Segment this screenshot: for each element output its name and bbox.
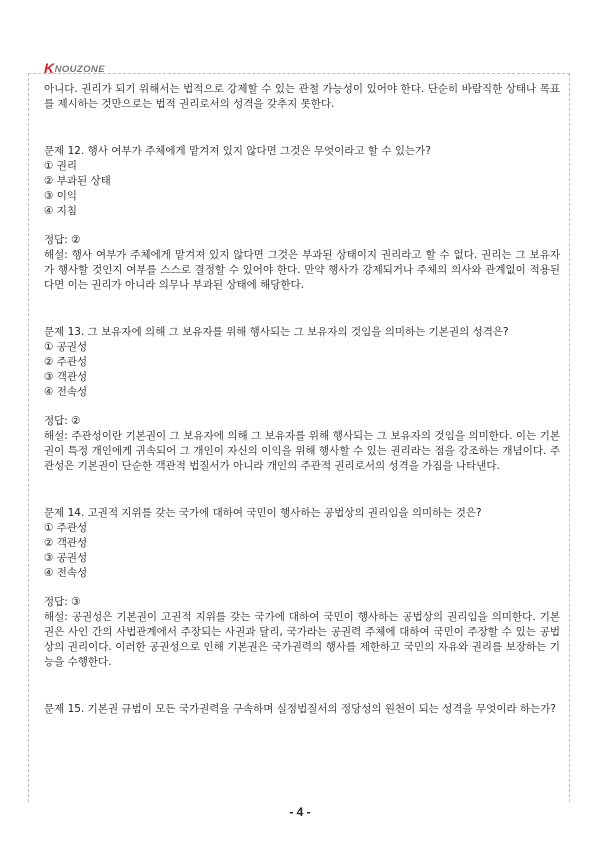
q12-option-2: ② 부과된 상태	[44, 175, 111, 187]
q13-option-2: ② 주관성	[44, 356, 88, 368]
logo-text: NOUZONE	[54, 64, 105, 75]
q12-option-3: ③ 이익	[44, 190, 78, 202]
intro-text: 아니다. 권리가 되기 위해서는 법적으로 강제할 수 있는 관철 가능성이 있어야 한다. 단순히 바람직한 상태나 목표를 제시하는 것만으로는 법적 권리로서의 성격을 갖추지 못한다.	[44, 83, 560, 110]
q14-option-3: ③ 공권성	[44, 552, 88, 564]
q14-explanation: 해설: 공권성은 기본권이 고권적 지위를 갖는 국가에 대하여 국민이 행사하는 공법상의 권리임을 의미한다. 기본권은 사인 간의 사법관계에서 주장되는 사권과 달리, 국가라는 공권력 주체에 대하여 국민이 주장할 수 있는 공법상의 권리이다. 이러한 공권성으로 인해 기본권은 국가권력의 행사를 제한하고 국민의 자유와 권리를 보장하는 기능을 수행한다.	[44, 611, 560, 668]
page-content	[44, 82, 560, 717]
question-15: 문제 15. 기본권 규범이 모든 국가권력을 구속하며 실정법질서의 정당성의 원천이 되는 성격을 무엇이라 하는가?	[44, 703, 556, 715]
q13-option-3: ③ 객관성	[44, 371, 88, 383]
q12-answer: 정답: ②	[44, 234, 81, 246]
q12-option-4: ④ 지침	[44, 205, 78, 217]
q14-option-2: ② 객관성	[44, 537, 88, 549]
q12-option-1: ① 권리	[44, 160, 78, 172]
page-number: - 4 -	[289, 805, 311, 819]
question-12: 문제 12. 행사 여부가 주체에게 맡겨져 있지 않다면 그것은 무엇이라고 할 수 있는가?	[44, 145, 431, 157]
q14-option-4: ④ 전속성	[44, 567, 88, 579]
q13-option-1: ① 공권성	[44, 341, 88, 353]
logo-letter: K	[44, 60, 54, 76]
q13-option-4: ④ 전속성	[44, 386, 88, 398]
q14-option-1: ① 주관성	[44, 522, 88, 534]
q12-explanation: 해설: 행사 여부가 주체에게 맡겨져 있지 않다면 그것은 부과된 상태이지 권리라고 할 수 없다. 권리는 그 보유자가 행사할 것인지 여부를 스스로 결정할 수 있어야 한다. 만약 행사가 강제되거나 주체의 의사와 관계없이 적용된다면 이는 권리가 아니라 의무나 부과된 상태에 해당한다.	[44, 249, 560, 291]
q13-answer: 정답: ②	[44, 415, 81, 427]
question-14: 문제 14. 고권적 지위를 갖는 국가에 대하여 국민이 행사하는 공법상의 권리임을 의미하는 것은?	[44, 507, 482, 519]
q14-answer: 정답: ③	[44, 596, 81, 608]
question-13: 문제 13. 그 보유자에 의해 그 보유자를 위해 행사되는 그 보유자의 것임을 의미하는 기본권의 성격은?	[44, 326, 509, 338]
q13-explanation: 해설: 주관성이란 기본권이 그 보유자에 의해 그 보유자를 위해 행사되는 그 보유자의 것임을 의미한다. 이는 기본권이 특정 개인에게 귀속되어 그 개인이 자신의 이익을 위해 행사할 수 있는 권리라는 점을 강조하는 개념이다. 주관성은 기본권이 단순한 객관적 법질서가 아니라 개인의 주관적 권리로서의 성격을 가짐을 나타낸다.	[44, 430, 560, 472]
